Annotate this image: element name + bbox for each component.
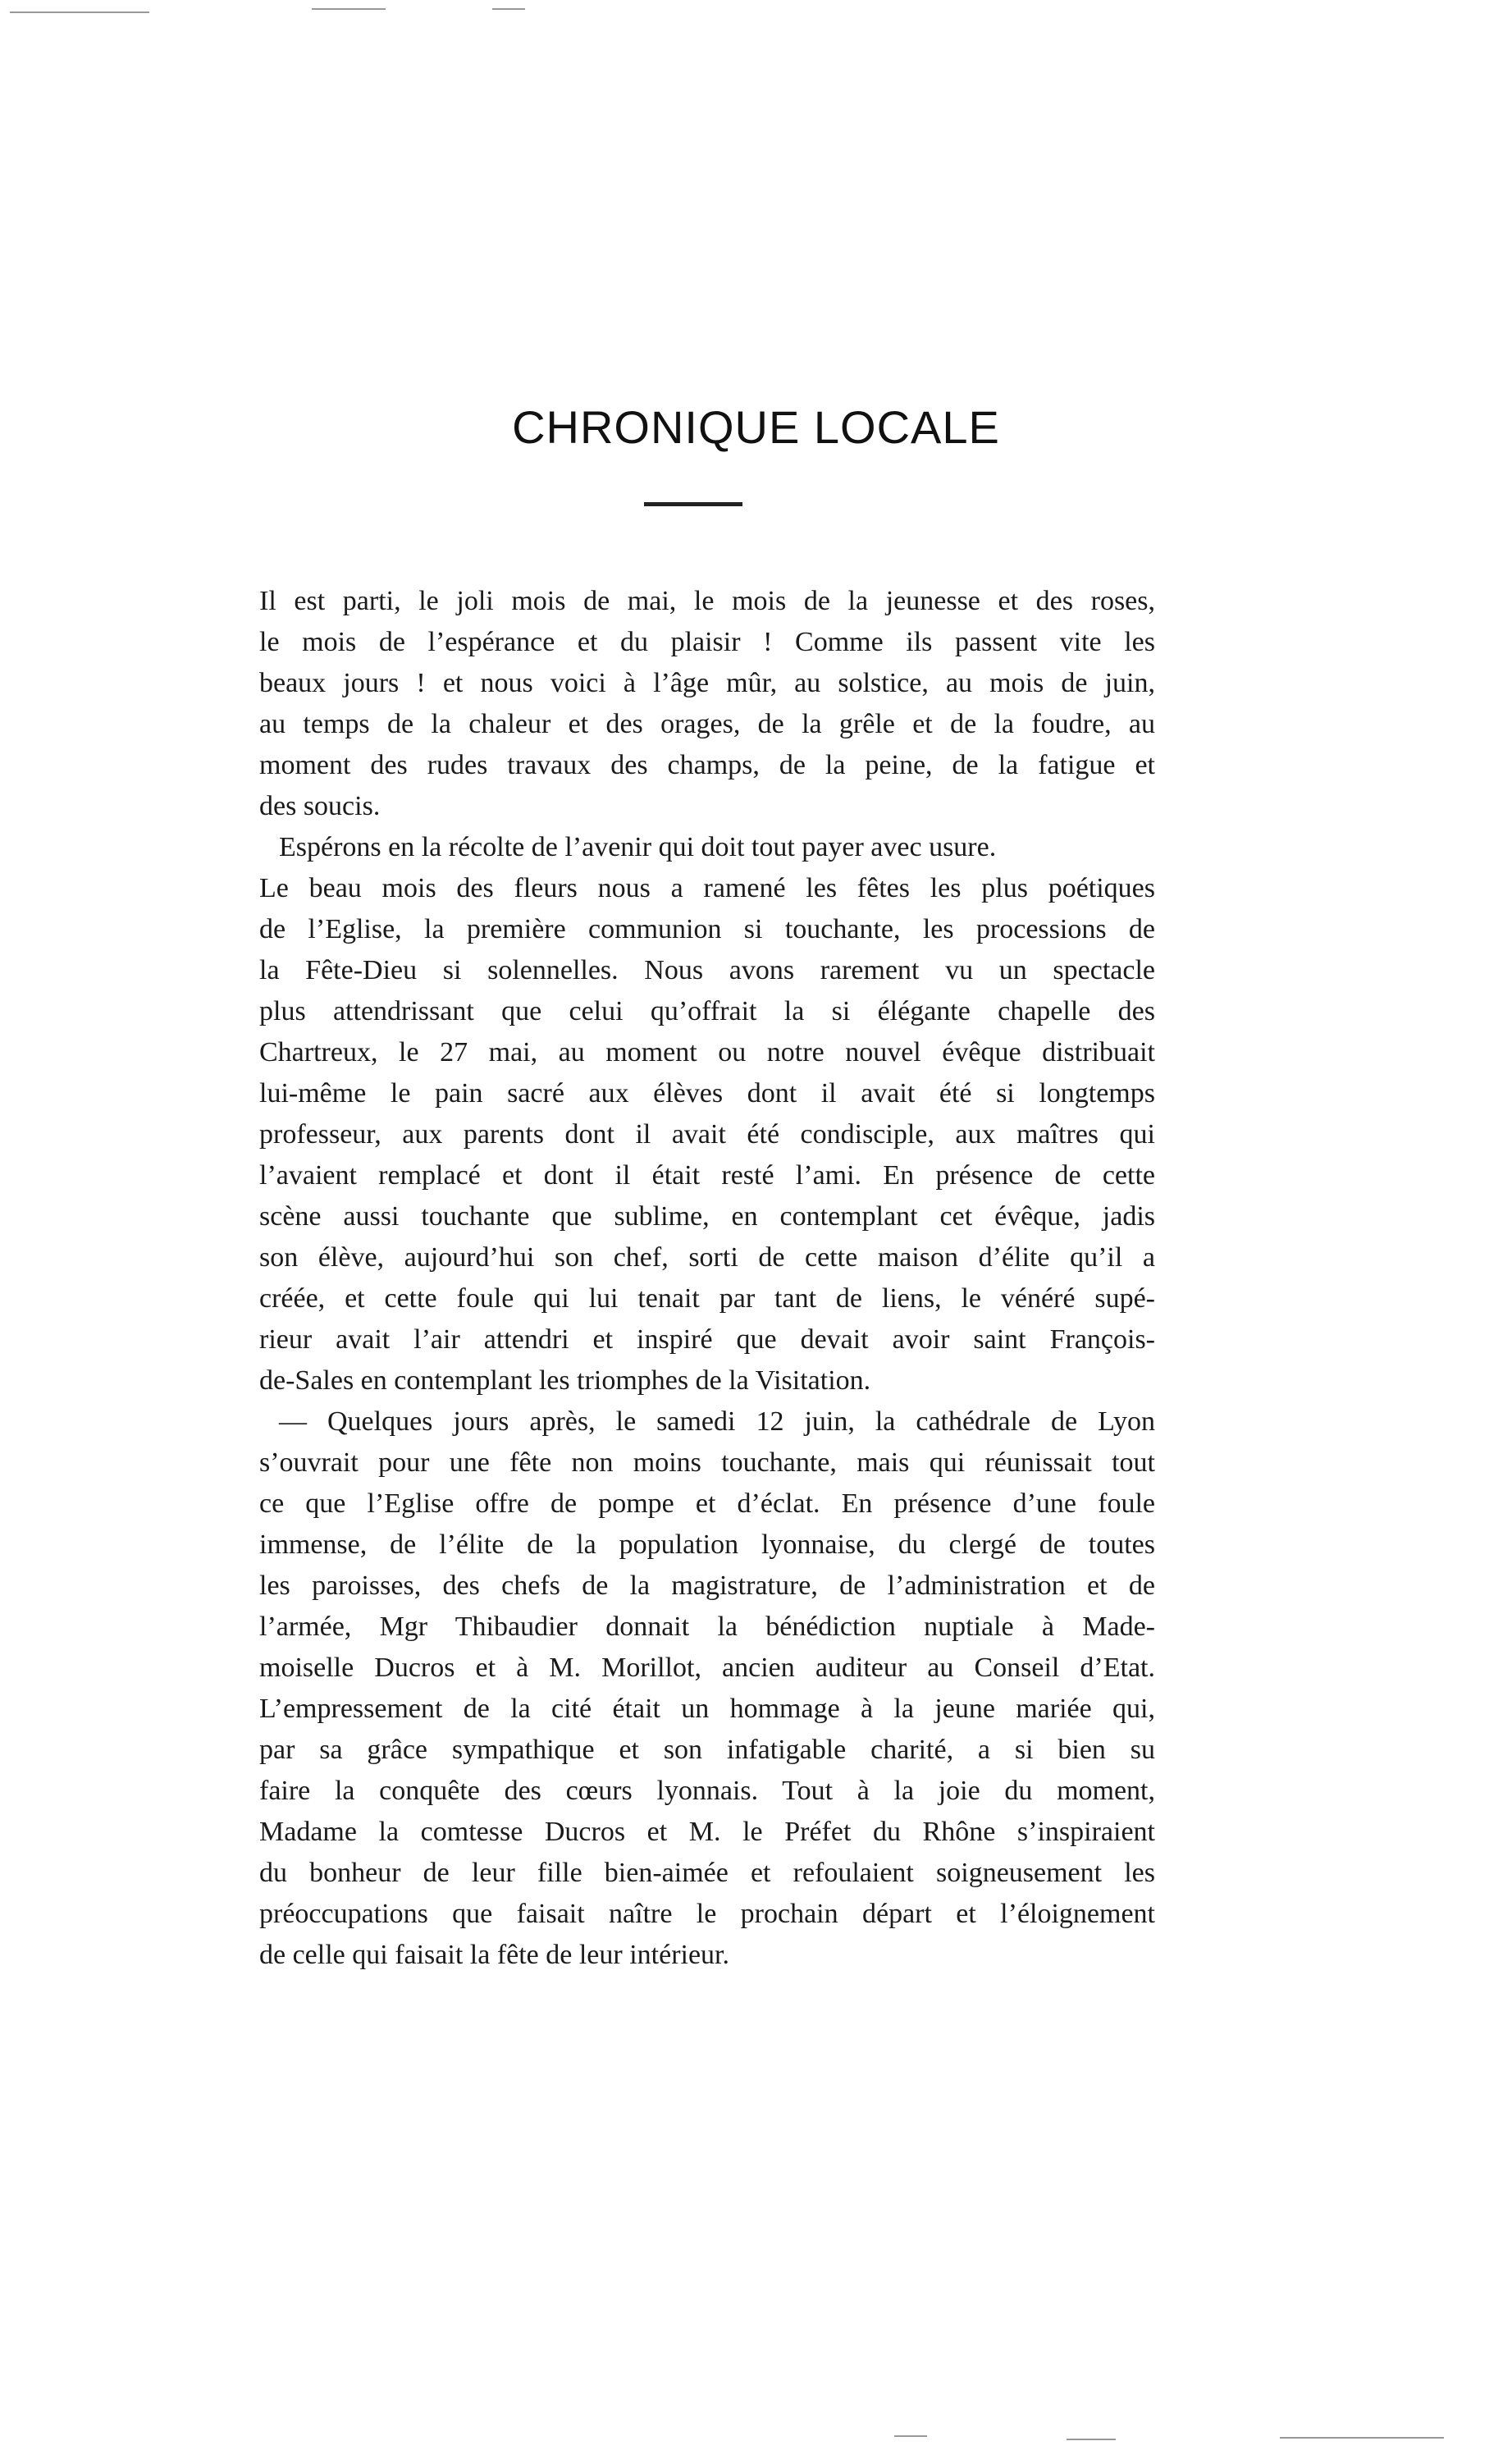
- text-line: moiselle Ducros et à M. Morillot, ancien auditeur au Conseil d’Etat.: [259, 1653, 1155, 1683]
- text-line: ce que l’Eglise offre de pompe et d’éclat. En présence d’une foule: [259, 1488, 1155, 1519]
- scan-mark-bottom: [1067, 2439, 1116, 2440]
- scan-mark-top: [312, 8, 386, 10]
- text-line: professeur, aux parents dont il avait été condisciple, aux maîtres qui: [259, 1119, 1155, 1150]
- text-line: les paroisses, des chefs de la magistrature, de l’administration et de: [259, 1570, 1155, 1601]
- text-line: des soucis.: [259, 791, 381, 821]
- text-line: l’avaient remplacé et dont il était resté l’ami. En présence de cette: [259, 1160, 1155, 1191]
- text-line: Le beau mois des fleurs nous a ramené les fêtes les plus poétiques: [259, 873, 1155, 903]
- text-line: le mois de l’espérance et du plaisir ! Comme ils passent vite les: [259, 627, 1155, 657]
- text-line: son élève, aujourd’hui son chef, sorti de cette maison d’élite qu’il a: [259, 1242, 1155, 1273]
- article-body: [259, 581, 1155, 1976]
- text-line: beaux jours ! et nous voici à l’âge mûr, au solstice, au mois de juin,: [259, 668, 1155, 698]
- text-line: la Fête-Dieu si solennelles. Nous avons rarement vu un spectacle: [259, 955, 1155, 985]
- scan-mark-top: [10, 11, 149, 13]
- scan-mark-top: [492, 8, 525, 10]
- text-line: par sa grâce sympathique et son infatigable charité, a si bien su: [259, 1735, 1155, 1765]
- text-line: lui-même le pain sacré aux élèves dont il avait été si longtemps: [259, 1078, 1155, 1109]
- text-line: de l’Eglise, la première communion si touchante, les processions de: [259, 914, 1155, 944]
- text-line: Madame la comtesse Ducros et M. le Préfet du Rhône s’inspiraient: [259, 1817, 1155, 1847]
- text-line: au temps de la chaleur et des orages, de la grêle et de la foudre, au: [259, 709, 1155, 739]
- text-line: de celle qui faisait la fête de leur intérieur.: [259, 1940, 730, 1970]
- text-line: s’ouvrait pour une fête non moins touchante, mais qui réunissait tout: [259, 1447, 1155, 1478]
- text-line: scène aussi touchante que sublime, en contemplant cet évêque, jadis: [259, 1201, 1155, 1232]
- text-line: l’armée, Mgr Thibaudier donnait la bénédiction nuptiale à Made-: [259, 1612, 1155, 1642]
- text-line: L’empressement de la cité était un hommage à la jeune mariée qui,: [259, 1694, 1155, 1724]
- text-line: plus attendrissant que celui qu’offrait la si élégante chapelle des: [259, 996, 1155, 1026]
- text-line: immense, de l’élite de la population lyonnaise, du clergé de toutes: [259, 1529, 1155, 1560]
- scan-mark-bottom: [1280, 2437, 1444, 2439]
- page-title: CHRONIQUE LOCALE: [512, 401, 1000, 453]
- text-line: préoccupations que faisait naître le prochain départ et l’éloignement: [259, 1899, 1155, 1929]
- text-line: Chartreux, le 27 mai, au moment ou notre nouvel évêque distribuait: [259, 1037, 1155, 1067]
- text-line: faire la conquête des cœurs lyonnais. Tout à la joie du moment,: [259, 1776, 1155, 1806]
- text-line: Espérons en la récolte de l’avenir qui doit tout payer avec usure.: [279, 832, 997, 862]
- text-line: — Quelques jours après, le samedi 12 juin, la cathédrale de Lyon: [279, 1406, 1155, 1437]
- text-line: de-Sales en contemplant les triomphes de la Visitation.: [259, 1365, 871, 1396]
- text-line: Il est parti, le joli mois de mai, le mois de la jeunesse et des roses,: [259, 586, 1155, 616]
- text-line: moment des rudes travaux des champs, de la peine, de la fatigue et: [259, 750, 1155, 780]
- text-line: rieur avait l’air attendri et inspiré que devait avoir saint François-: [259, 1324, 1155, 1355]
- text-line: du bonheur de leur fille bien-aimée et refoulaient soigneusement les: [259, 1858, 1155, 1888]
- scan-mark-bottom: [894, 2435, 927, 2437]
- title-rule: [644, 502, 742, 506]
- text-line: créée, et cette foule qui lui tenait par tant de liens, le vénéré supé-: [259, 1283, 1155, 1314]
